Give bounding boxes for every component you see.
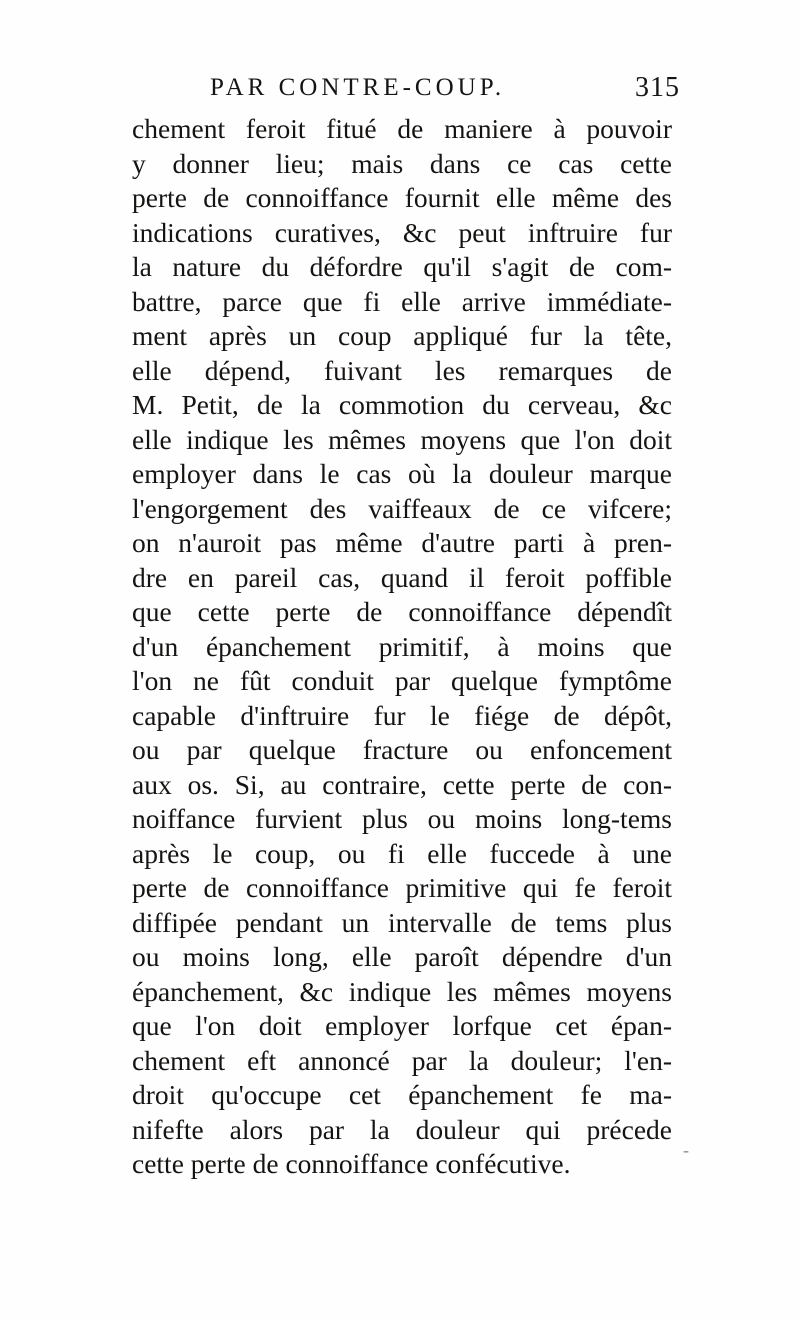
text-line: capable d'inftruire fur le fiége de dépôt, bbox=[132, 699, 672, 731]
text-line: perte de connoiffance primitive qui fe feroit bbox=[132, 872, 672, 903]
text-line: après le coup, ou fi elle fuccede à une bbox=[132, 837, 672, 869]
text-line: que cette perte de connoiffance dépendît bbox=[132, 596, 672, 627]
text-line: elle indique les mêmes moyens que l'on doit bbox=[132, 423, 672, 455]
text-line: ment après un coup appliqué fur la tête, bbox=[132, 320, 672, 351]
paper-speck: - bbox=[683, 1140, 689, 1160]
page-header bbox=[200, 70, 680, 110]
running-head: PAR CONTRE-COUP. bbox=[210, 74, 506, 101]
text-line: employer dans le cas où la douleur marque bbox=[132, 458, 672, 489]
text-line: l'on ne fût conduit par quelque fymptôme bbox=[132, 665, 672, 696]
text-line: on n'auroit pas même d'autre parti à pren- bbox=[132, 527, 672, 558]
text-line: droit qu'occupe cet épanchement fe ma- bbox=[132, 1079, 672, 1110]
text-line: nifefte alors par la douleur qui précede bbox=[132, 1113, 672, 1145]
text-line: que l'on doit employer lorfque cet épan- bbox=[132, 1010, 672, 1041]
text-line: chement eft annoncé par la douleur; l'en- bbox=[132, 1044, 672, 1076]
text-line: indications curatives, &c peut inftruire fur bbox=[132, 216, 672, 248]
text-line: l'engorgement des vaiffeaux de ce vifcere; bbox=[132, 492, 672, 524]
text-line: diffipée pendant un intervalle de tems plus bbox=[132, 906, 672, 938]
text-line: ou moins long, elle paroît dépendre d'un bbox=[132, 941, 672, 972]
text-line: d'un épanchement primitif, à moins que bbox=[132, 630, 672, 662]
text-line: dre en pareil cas, quand il feroit poffible bbox=[132, 561, 672, 593]
text-line: perte de connoiffance fournit elle même des bbox=[132, 182, 672, 213]
text-line: cette perte de connoiffance confécutive. bbox=[132, 1148, 571, 1179]
page-number: 315 bbox=[635, 72, 680, 103]
text-line: y donner lieu; mais dans ce cas cette bbox=[132, 147, 672, 179]
text-line: M. Petit, de la commotion du cerveau, &c bbox=[132, 389, 672, 420]
text-line: chement feroit fitué de maniere à pouvoir bbox=[132, 113, 672, 144]
text-line: la nature du défordre qu'il s'agit de com- bbox=[132, 251, 672, 282]
text-line: aux os. Si, au contraire, cette perte de con- bbox=[132, 768, 672, 800]
text-line: noiffance furvient plus ou moins long-tems bbox=[132, 803, 672, 834]
body-text bbox=[132, 112, 672, 1182]
text-line: épanchement, &c indique les mêmes moyens bbox=[132, 975, 672, 1007]
text-line: battre, parce que fi elle arrive immédiate- bbox=[132, 285, 672, 317]
text-line: elle dépend, fuivant les remarques de bbox=[132, 354, 672, 386]
text-line: ou par quelque fracture ou enfoncement bbox=[132, 734, 672, 765]
